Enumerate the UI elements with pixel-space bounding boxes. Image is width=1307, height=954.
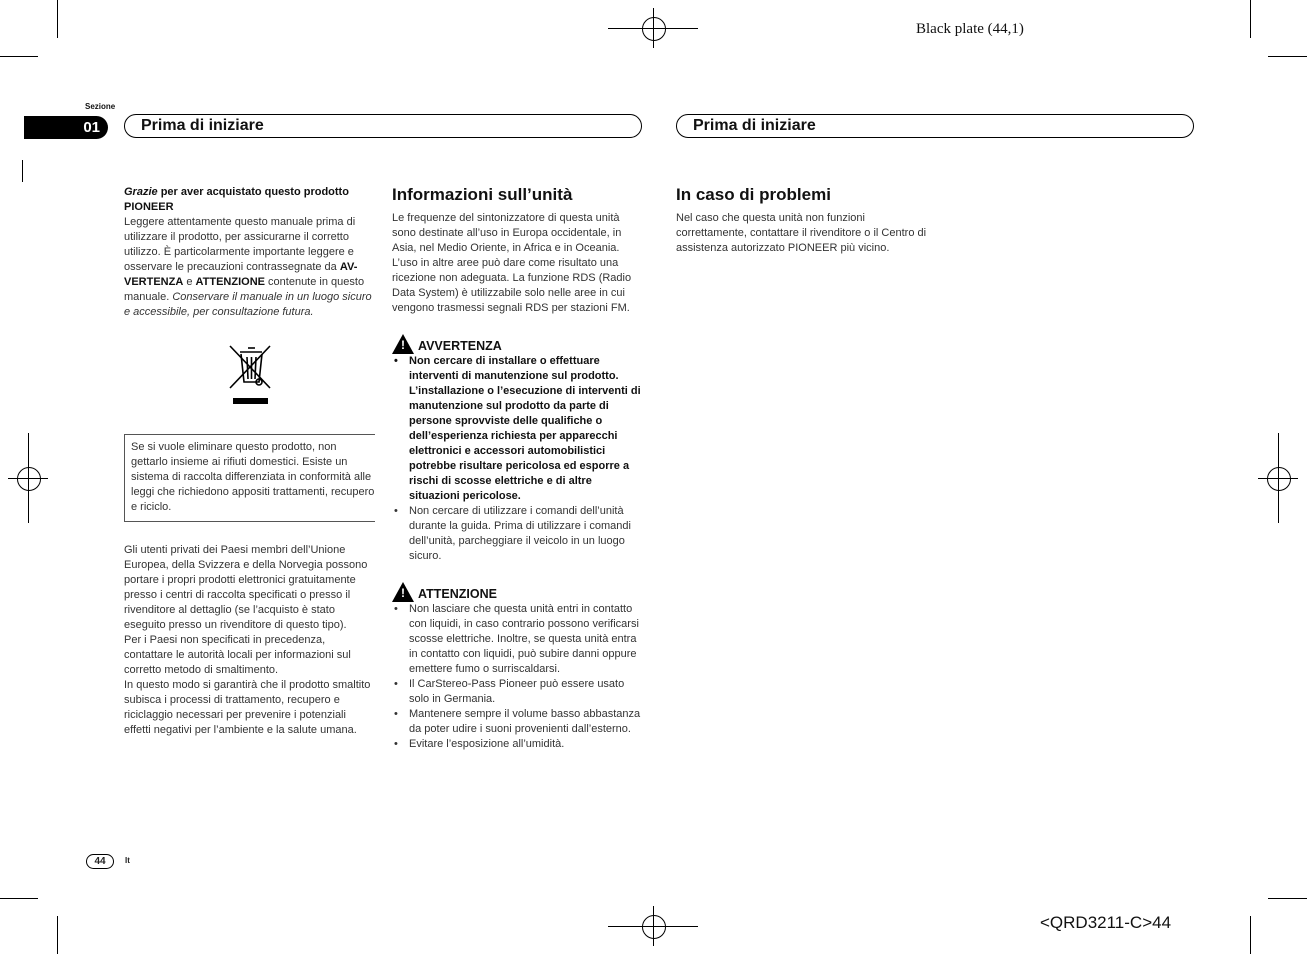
- crop-mark: [1250, 0, 1251, 38]
- disposal-paragraph: In questo modo si garantirà che il prodotto smaltito subisca i processi di trattamento, recupero e riciclaggio necessari per prevenire i potenziali effetti negativi per l’ambiente e la salute umana.: [124, 679, 371, 736]
- intro-attenzione: ATTENZIONE: [195, 276, 265, 288]
- crop-mark: [0, 56, 38, 57]
- registration-circle-icon: [642, 17, 666, 41]
- column-intro-disposal: [124, 543, 375, 738]
- crop-mark: [1250, 916, 1251, 954]
- language-code: It: [125, 856, 130, 865]
- disposal-paragraph: Per i Paesi non specificati in precedenza, contattare le autorità locali per informazioni sul corretto metodo di smaltimento.: [124, 634, 351, 676]
- plate-label: Black plate (44,1): [916, 21, 1024, 37]
- page-number: 44: [86, 854, 114, 869]
- caution-heading: [392, 581, 643, 602]
- column-unit-info: [392, 185, 643, 752]
- chapter-header-right: Prima di iniziare: [676, 114, 1194, 138]
- warning-item: • Non cercare di utilizzare i comandi dell’unità durante la guida. Prima di utilizzare i comandi dell’unità, parcheggiare il veicolo in un luogo sicuro.: [392, 504, 643, 564]
- caution-item: • Non lasciare che questa unità entri in contatto con liquidi, in caso contrario possono verificarsi scosse elettriche. Inoltre, se questa unità entra in contatto con liquidi, può subire danni oppure emettere fumo o surriscaldarsi.: [392, 602, 643, 677]
- unit-info-title: Informazioni sull’unità: [392, 185, 573, 204]
- column-troubleshooting: [676, 185, 927, 256]
- caution-item: • Mantenere sempre il volume basso abbastanza da poter udire i suoni provenienti dall’esterno.: [392, 707, 643, 737]
- warning-item: • Non cercare di installare o effettuare interventi di manutenzione sul prodotto. L’installazione o l’esecuzione di interventi di manutenzione sul prodotto da parte di persone sprovviste delle qualifiche o dell’esperienza richiesta per apparecchi elettronici e accessori automobilistici potrebbe risultare pericolosa ed esporre a rischi di scosse elettriche e di altre situazioni pericolose.: [392, 354, 643, 504]
- intro-conjunction: e: [183, 276, 196, 288]
- caution-item: • Il CarStereo-Pass Pioneer può essere usato solo in Germania.: [392, 677, 643, 707]
- registration-circle-icon: [1267, 467, 1291, 491]
- crossed-out-wheelie-bin-icon: [226, 342, 276, 408]
- troubleshooting-title: In caso di problemi: [676, 185, 831, 204]
- registration-circle-icon: [17, 467, 41, 491]
- intro-text: Leggere attentamente questo manuale prima di utilizzare il prodotto, per assicurarne il corretto utilizzo. È particolarmente importante leggere e osservare le precauzioni contrassegnate da: [124, 216, 356, 273]
- disposal-paragraph: Gli utenti privati dei Paesi membri dell’Unione Europea, della Svizzera e della Norvegia possono portare i propri prodotti elettronici gratuitamente presso i centri di raccolta specificati o presso il rivenditore al dettaglio (se l’acquisto è stato eseguito presso un rivenditore di questo tipo).: [124, 544, 368, 631]
- intro-text-b: contenute in questo manuale.: [124, 276, 365, 303]
- warning-triangle-icon: !: [392, 334, 414, 354]
- crop-mark: [22, 160, 23, 182]
- troubleshooting-text: Nel caso che questa unità non funzioni correttamente, contattare il rivenditore o il Centro di assistenza autorizzato PIONEER più vicino.: [676, 212, 927, 254]
- caution-label: ATTENZIONE: [418, 587, 497, 601]
- crop-mark: [1268, 898, 1307, 899]
- intro-heading: [124, 185, 375, 215]
- caution-item: • Evitare l’esposizione all’umidità.: [392, 737, 643, 752]
- section-number-badge: 01: [24, 116, 108, 139]
- warning-label: AVVERTENZA: [418, 339, 502, 353]
- unit-info-text: Le frequenze del sintonizzatore di questa unità sono destinate all’uso in Europa occidentale, in Asia, nel Medio Oriente, in Africa e in Oceania. L’uso in altre aree può dare come risultato una ricezione non adeguata. La funzione RDS (Radio Data System) è utilizzabile solo nelle aree in cui vengono trasmessi segnali RDS per stazioni FM.: [392, 212, 632, 314]
- intro-heading-rest: per aver acquistato questo prodotto: [157, 186, 349, 198]
- section-label: Sezione: [85, 102, 116, 111]
- crop-mark: [1268, 56, 1307, 57]
- caution-triangle-icon: !: [392, 582, 414, 602]
- registration-circle-icon: [642, 915, 666, 939]
- intro-heading-italic: Grazie: [124, 186, 158, 198]
- crop-mark: [57, 916, 58, 954]
- caution-list: [392, 602, 643, 752]
- column-intro: [124, 185, 375, 320]
- intro-italic-note: Conservare il manuale in un luogo sicuro e accessibile, per consultazione futura.: [124, 291, 372, 318]
- crop-mark: [57, 0, 58, 38]
- warning-list: [392, 354, 643, 564]
- intro-heading-brand: PIONEER: [124, 201, 174, 213]
- chapter-header-left: Prima di iniziare: [124, 114, 642, 138]
- intro-paragraph: [124, 215, 375, 320]
- warning-heading: [392, 333, 643, 354]
- intro-avvertenza: AV-VERTENZA: [124, 261, 358, 288]
- crop-mark: [0, 898, 38, 899]
- document-code: <QRD3211-C>44: [1040, 913, 1172, 932]
- disposal-note-box: Se si vuole eliminare questo prodotto, non gettarlo insieme ai rifiuti domestici. Esiste un sistema di raccolta differenziata in conformità alle leggi che richiedono appositi trattamenti, recupero e riciclo.: [124, 434, 375, 522]
